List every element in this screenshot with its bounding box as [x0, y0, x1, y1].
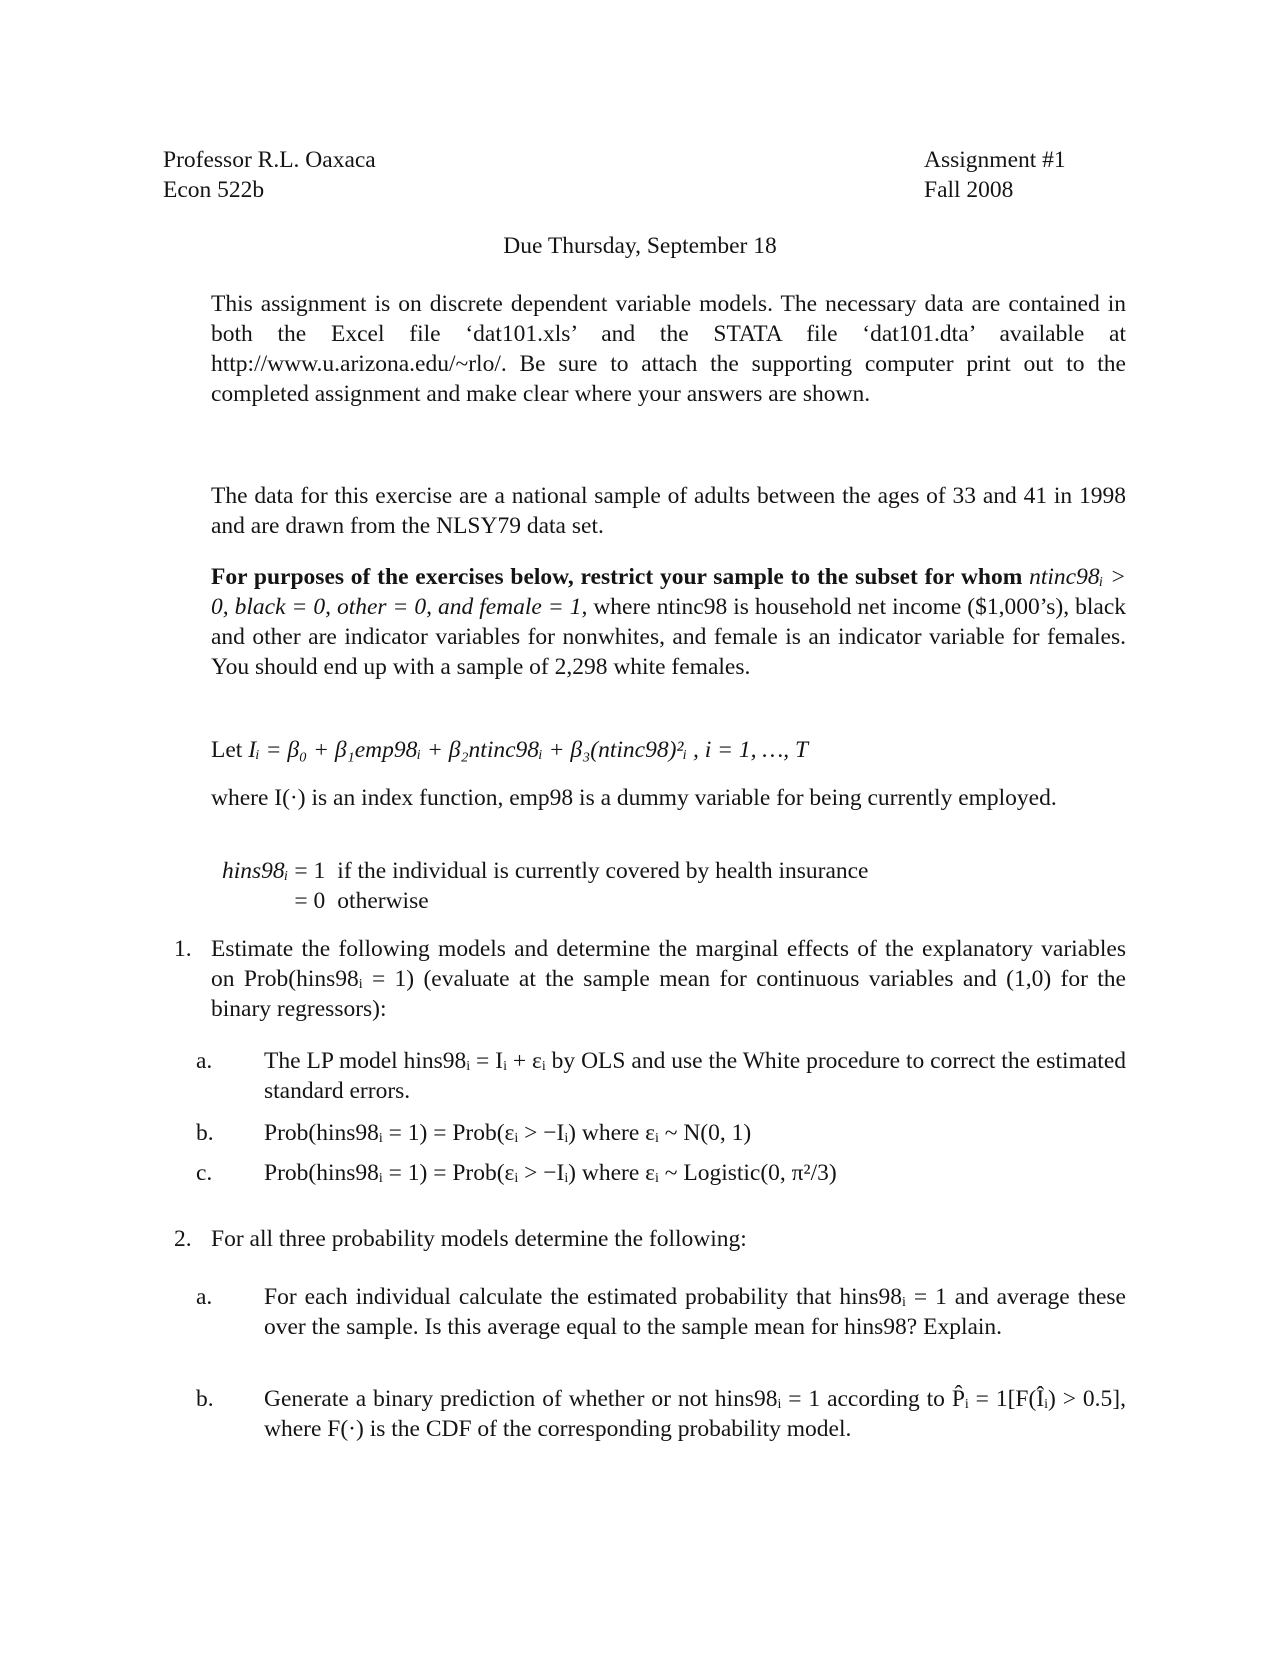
question-2-text: For all three probability models determine the following:: [211, 1226, 747, 1252]
hins-eq-zero: = 0: [294, 888, 326, 914]
hins-case-zero: otherwise: [337, 888, 429, 914]
question-2b: [196, 1384, 1126, 1444]
header-left: [163, 145, 376, 205]
professor-name: Professor R.L. Oaxaca: [163, 147, 376, 173]
q2b-label: b.: [196, 1386, 214, 1412]
question-1c: [196, 1158, 1126, 1188]
question-1-number: 1.: [174, 936, 192, 962]
data-description: The data for this exercise are a national sample of adults between the ages of 33 and 41 in 1998 and are drawn from the NLSY79 data set.: [211, 483, 1126, 539]
q2a-label: a.: [196, 1284, 213, 1310]
term: Fall 2008: [924, 177, 1014, 203]
restriction-explanation: where ntinc98 is household net income ($1,000’s), black and other are indicator variables for nonwhites, and female is an indicator variable for females. You should end up with a sample of 2,298 white females.: [211, 594, 1127, 680]
assignment-number: Assignment #1: [924, 147, 1066, 173]
question-2a: [196, 1282, 1126, 1342]
hins-definition: [222, 856, 868, 916]
q2a-text: For each individual calculate the estimated probability that hins98ᵢ = 1 and average these over the sample. Is this average equal to the sample mean for hins98? Explain.: [264, 1284, 1126, 1340]
q2b-text: Generate a binary prediction of whether or not hins98ᵢ = 1 according to P̂ᵢ = 1[F(Îᵢ) > 0.5], where F(·) is the CDF of the corresponding probability model.: [264, 1386, 1126, 1442]
index-formula: Iᵢ = β₀ + β₁emp98ᵢ + β₂ntinc98ᵢ + β₃(ntinc98)²ᵢ , i = 1, …, T: [248, 737, 809, 763]
q1a-text: The LP model hins98ᵢ = Iᵢ + εᵢ by OLS and use the White procedure to correct the estimated standard errors.: [264, 1048, 1126, 1104]
question-1a: [196, 1046, 1126, 1106]
q1b-text: Prob(hins98ᵢ = 1) = Prob(εᵢ > −Iᵢ) where εᵢ ~ N(0, 1): [264, 1120, 752, 1146]
question-2-number: 2.: [174, 1226, 192, 1252]
q1a-label: a.: [196, 1048, 213, 1074]
q1c-label: c.: [196, 1160, 213, 1186]
restriction-lead: For purposes of the exercises below, restrict your sample to the subset for whom: [211, 564, 1023, 590]
sample-restriction: [211, 562, 1126, 682]
index-definition: [211, 735, 1126, 765]
restriction-conditions: ntinc98ᵢ > 0, black = 0, other = 0, and female = 1,: [211, 564, 1126, 620]
question-1-text: Estimate the following models and determine the marginal effects of the explanatory variables on Prob(hins98ᵢ = 1) (evaluate at the sample mean for continuous variables and (1,0) for the binary regressors):: [211, 936, 1126, 1022]
hins-case-one: if the individual is currently covered by health insurance: [337, 858, 869, 884]
q1b-label: b.: [196, 1120, 214, 1146]
index-explanation: where I(·) is an index function, emp98 is a dummy variable for being currently employed.: [211, 785, 1057, 811]
hins-variable: hins98ᵢ: [222, 858, 289, 884]
header-right: [924, 145, 1066, 205]
question-1b: [196, 1118, 1126, 1148]
index-lead: Let: [211, 737, 243, 763]
due-date: Due Thursday, September 18: [503, 233, 777, 259]
hins-eq-one: = 1: [294, 858, 326, 884]
intro-paragraph: This assignment is on discrete dependent variable models. The necessary data are contained in both the Excel file ‘dat101.xls’ and the STATA file ‘dat101.dta’ available at http://www.u.arizona.edu/~rlo/. Be sure to attach the supporting computer print out to the completed assignment and make clear where your answers are shown.: [211, 291, 1126, 407]
q1c-text: Prob(hins98ᵢ = 1) = Prob(εᵢ > −Iᵢ) where εᵢ ~ Logistic(0, π²/3): [264, 1160, 837, 1186]
course-code: Econ 522b: [163, 177, 265, 203]
